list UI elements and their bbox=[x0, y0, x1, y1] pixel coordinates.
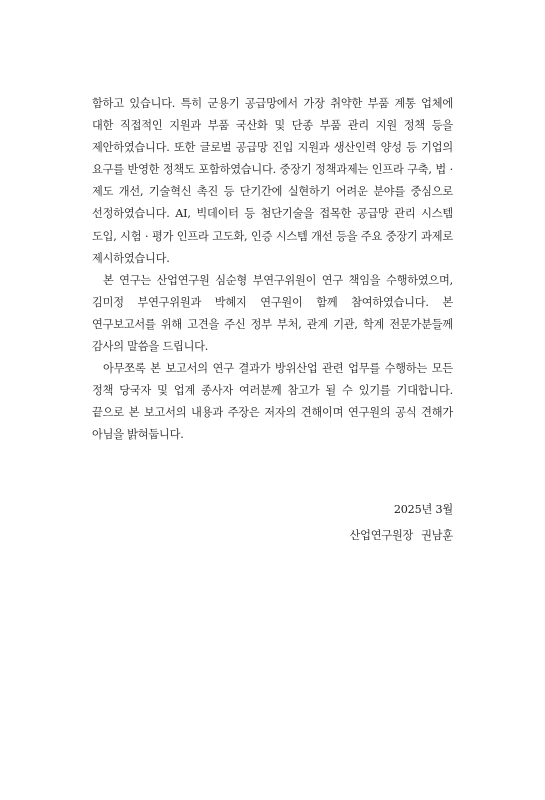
signature-name: 권남훈 bbox=[421, 529, 453, 542]
signature-title: 산업연구원장 bbox=[349, 529, 414, 542]
paragraph-policy-summary: 함하고 있습니다. 특히 군용기 공급망에서 가장 취약한 부품 계통 업체에 대한 직접적인 지원과 부품 국산화 및 단종 부품 관리 지원 정책 등을 제안하였습니다. 또한 글로벌 공급망 진입 지원과 생산인력 양성 등 기업의 요구를 반영한 정책도 포함하였습니다. 중장기 정책과제는 인프라 구축, 법 · 제도 개선, 기술혁신 촉진 등 단기간에 실현하기 어려운 분야를 중심으로 선정하였습니다. AI, 빅데이터 등 첨단기술을 접목한 공급망 관리 시스템 도입, 시험 · 평가 인프라 고도화, 인증 시스템 개선 등을 주요 중장기 과제로 제시하였습니다. bbox=[92, 97, 453, 265]
body-text bbox=[92, 93, 453, 447]
paragraph-research-team: 본 연구는 산업연구원 심순형 부연구위원이 연구 책임을 수행하였으며, 김미정 부연구위원과 박혜지 연구원이 함께 참여하였습니다. 본 연구보고서를 위해 고견을 주신 정부 부처, 관계 기관, 학계 전문가분들께 감사의 말씀을 드립니다. bbox=[92, 273, 453, 354]
publication-date: 2025년 3월 bbox=[393, 503, 453, 516]
signature-block bbox=[153, 528, 453, 544]
paragraph-closing-remarks: 아무쪼록 본 보고서의 연구 결과가 방위산업 관련 업무를 수행하는 모든 정책 당국자 및 업계 종사자 여러분께 참고가 될 수 있기를 기대합니다. 끝으로 본 보고서의 내용과 주장은 저자의 견해이며 연구원의 공식 견해가 아님을 밝혀둡니다. bbox=[92, 362, 453, 442]
